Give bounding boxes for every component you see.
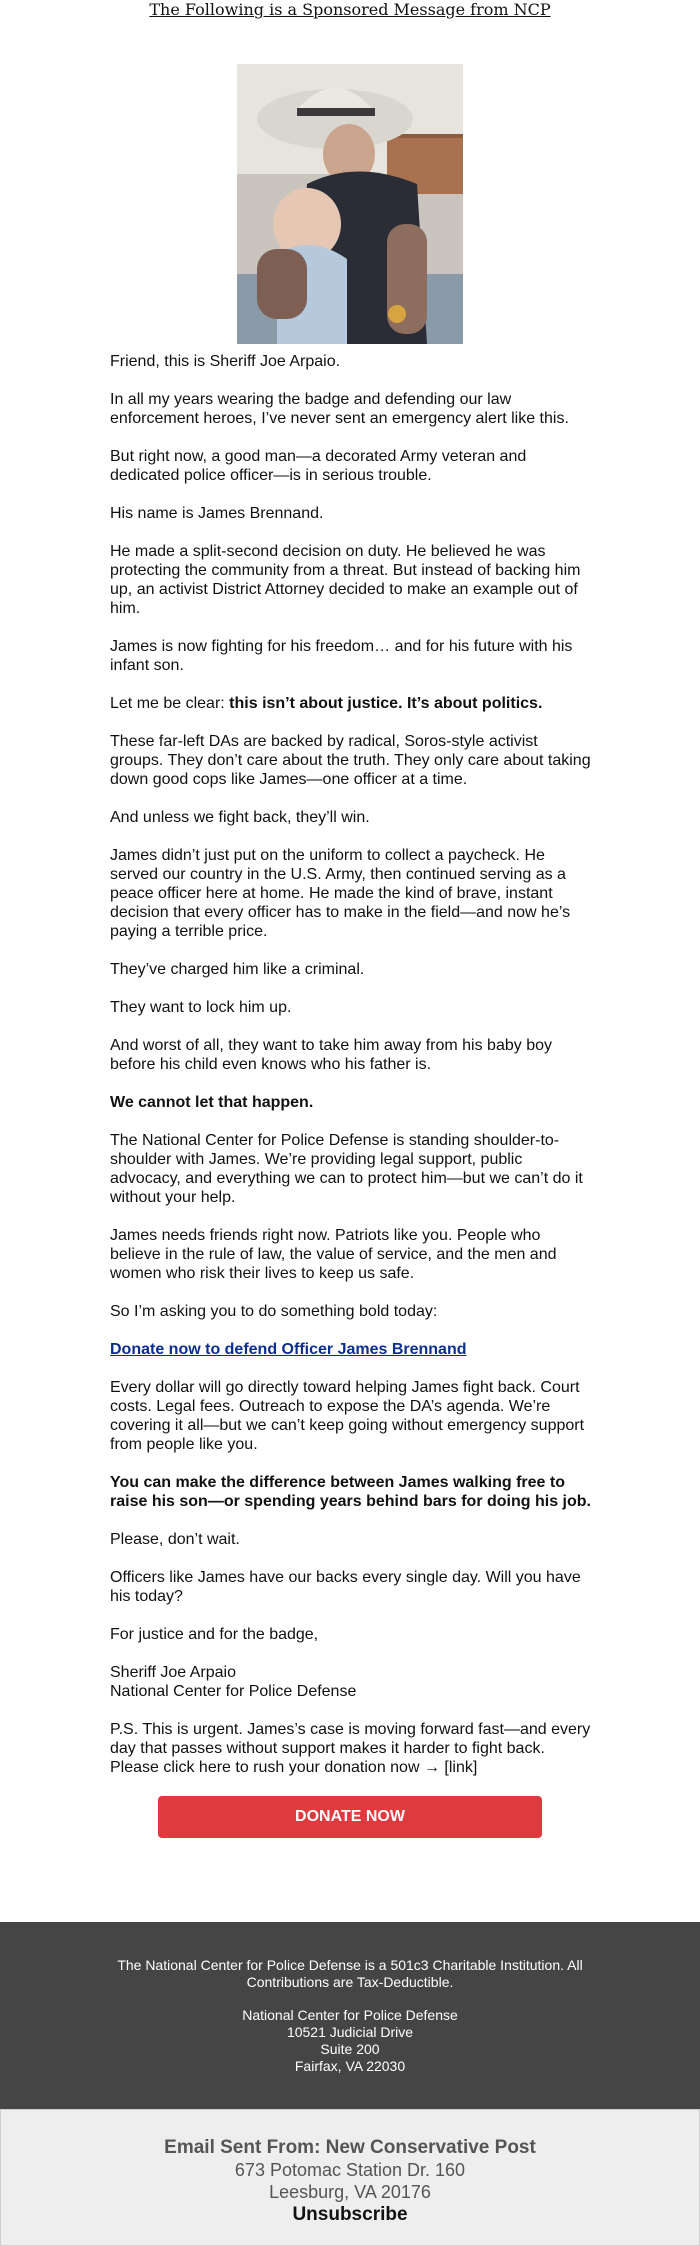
paragraph: James needs friends right now. Patriots like you. People who believe in the rule of law, the value of service, and the men and women who risk their lives to keep us safe.	[110, 1227, 557, 1282]
paragraph: In all my years wearing the badge and defending our law enforcement heroes, I’ve never sent an emergency alert like this.	[110, 391, 569, 427]
paragraph-bold	[110, 1093, 594, 1112]
signature-org: National Center for Police Defense	[110, 1683, 357, 1700]
paragraph: James didn’t just put on the uniform to collect a paycheck. He served our country in the U.S. Army, then continued serving as a peace officer here at home. He made the kind of brave, instant decision that every officer has to make in the field—and now he’s paying a terrible price.	[110, 847, 571, 940]
letter-body	[110, 352, 594, 1777]
paragraph: For justice and for the badge,	[110, 1626, 319, 1643]
donate-button-container	[0, 1796, 700, 1838]
org-address	[0, 2007, 700, 2075]
sender-city: Leesburg, VA 20176	[269, 2182, 431, 2202]
paragraph: James is now fighting for his freedom… and for his future with his infant son.	[110, 638, 573, 674]
sender-name: Email Sent From: New Conservative Post	[164, 2137, 536, 2158]
footer-disclaimer-section	[0, 1922, 700, 2109]
donate-link[interactable]: Donate now to defend Officer James Brennand	[110, 1341, 467, 1358]
bold-text: You can make the difference between James walking free to raise his son—or spending years behind bars for doing his job.	[110, 1474, 591, 1510]
paragraph: These far-left DAs are backed by radical, Soros-style activist groups. They don’t care about the truth. They only care about taking down good cops like James—one officer at a time.	[110, 733, 591, 788]
paragraph: Every dollar will go directly toward helping James fight back. Court costs. Legal fees. Outreach to expose the DA’s agenda. We’re covering it all—but we can’t keep going without emergency support from people like you.	[110, 1379, 585, 1453]
donate-link-paragraph	[110, 1340, 594, 1359]
org-name: National Center for Police Defense	[242, 2007, 458, 2023]
tax-disclaimer: The National Center for Police Defense is a 501c3 Charitable Institution. All Contributions are Tax-Deductible.	[117, 1957, 583, 1990]
paragraph: So I’m asking you to do something bold today:	[110, 1303, 438, 1320]
paragraph: His name is James Brennand.	[110, 505, 324, 522]
unsubscribe-link[interactable]: Unsubscribe	[292, 2204, 408, 2225]
paragraph: And unless we fight back, they’ll win.	[110, 809, 370, 826]
paragraph: He made a split-second decision on duty. He believed he was protecting the community from a threat. But instead of backing him up, an activist District Attorney decided to make an example out of him.	[110, 543, 581, 617]
paragraph-bold-part: this isn’t about justice. It’s about politics.	[229, 695, 543, 712]
paragraph: The National Center for Police Defense is standing shoulder-to-shoulder with James. We’re providing legal support, public advocacy, and everything we can to protect him—but we can’t do it without your help.	[110, 1132, 583, 1206]
bold-text: We cannot let that happen.	[110, 1094, 314, 1111]
signature-name: Sheriff Joe Arpaio	[110, 1664, 237, 1681]
paragraph-plain-part: Let me be clear:	[110, 695, 230, 712]
donate-button[interactable]: DONATE NOW	[158, 1796, 542, 1838]
sender-street: 673 Potomac Station Dr. 160	[234, 2160, 466, 2180]
paragraph: Officers like James have our backs every single day. Will you have his today?	[110, 1569, 581, 1605]
paragraph: They’ve charged him like a criminal.	[110, 961, 365, 978]
paragraph: Please, don’t wait.	[110, 1531, 240, 1548]
org-suite: Suite 200	[320, 2041, 380, 2057]
sheriff-photo-image	[237, 64, 463, 344]
paragraph: They want to lock him up.	[110, 999, 292, 1016]
postscript: P.S. This is urgent. James’s case is moving forward fast—and every day that passes without support makes it harder to fight back. Please click here to rush your donation now → [link]	[110, 1721, 591, 1776]
org-street: 10521 Judicial Drive	[286, 2024, 414, 2040]
sheriff-photo	[237, 64, 463, 344]
paragraph: And worst of all, they want to take him away from his baby boy before his child even knows who his father is.	[110, 1037, 552, 1073]
paragraph-clear	[110, 694, 594, 713]
paragraph-bold	[110, 1473, 594, 1511]
footer-sender-section	[0, 2109, 700, 2246]
paragraph-greeting: Friend, this is Sheriff Joe Arpaio.	[110, 353, 341, 370]
org-city: Fairfax, VA 22030	[294, 2058, 406, 2074]
sponsor-heading: The Following is a Sponsored Message from NCP	[149, 0, 551, 19]
paragraph: But right now, a good man—a decorated Army veteran and dedicated police officer—is in serious trouble.	[110, 448, 527, 484]
